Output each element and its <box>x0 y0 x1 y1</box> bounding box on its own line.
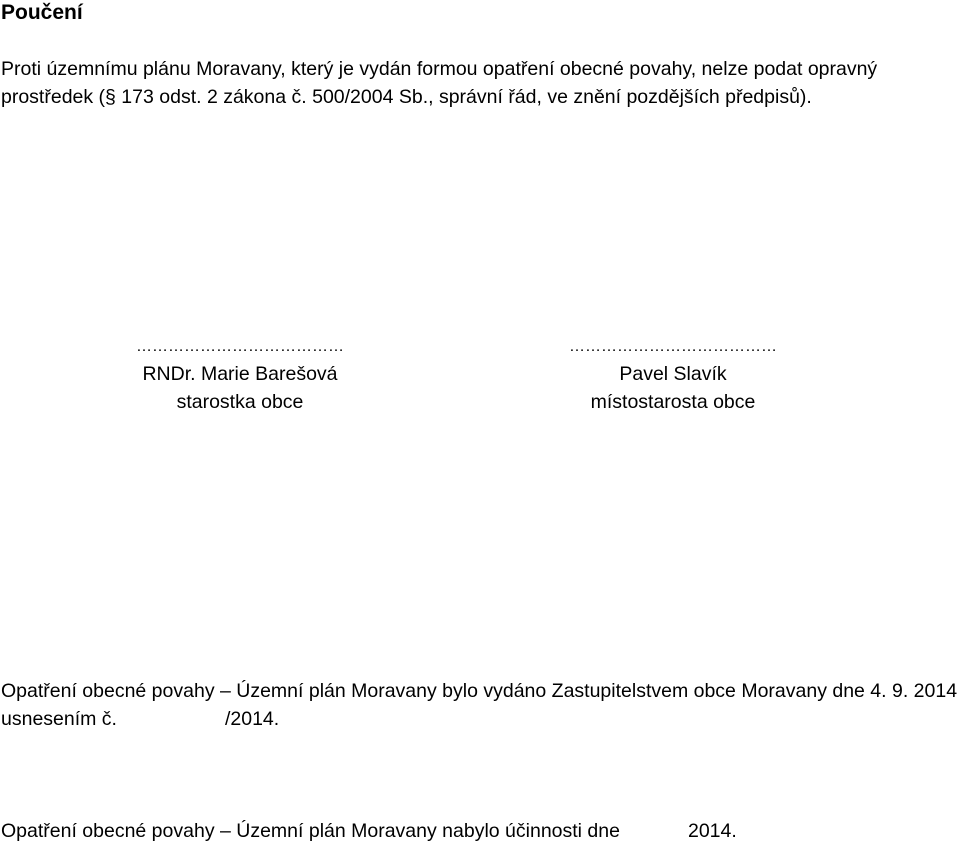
signature-block-mayor <box>70 340 410 416</box>
effective-note-year: 2014. <box>687 820 737 842</box>
signature-line: ………………………………… <box>569 340 777 355</box>
issued-note-text: Opatření obecné povahy – Územní plán Moravany bylo vydáno Zastupitelstvem obce Moravany dne 4. 9. 2014 usnesením č. <box>1 680 958 730</box>
signatory-name: RNDr. Marie Barešová <box>142 363 338 385</box>
signatory-role: starostka obce <box>176 391 304 413</box>
issued-note-year: /2014. <box>224 708 280 730</box>
notice-paragraph: Proti územnímu plánu Moravany, který je vydán formou opatření obecné povahy, nelze podat opravný prostředek (§ 173 odst. 2 zákona č. 500/2004 Sb., správní řád, ve znění pozdějších předpisů). <box>1 58 878 108</box>
signature-block-deputy-mayor <box>503 340 843 416</box>
signature-line: ………………………………… <box>136 340 344 355</box>
signatory-name: Pavel Slavík <box>619 363 727 385</box>
effective-note <box>1 817 959 845</box>
notice-heading: Poučení <box>1 1 83 24</box>
issued-note <box>1 677 959 733</box>
effective-note-text: Opatření obecné povahy – Územní plán Moravany nabylo účinnosti dne <box>1 820 620 842</box>
signatory-role: místostarosta obce <box>590 391 756 413</box>
